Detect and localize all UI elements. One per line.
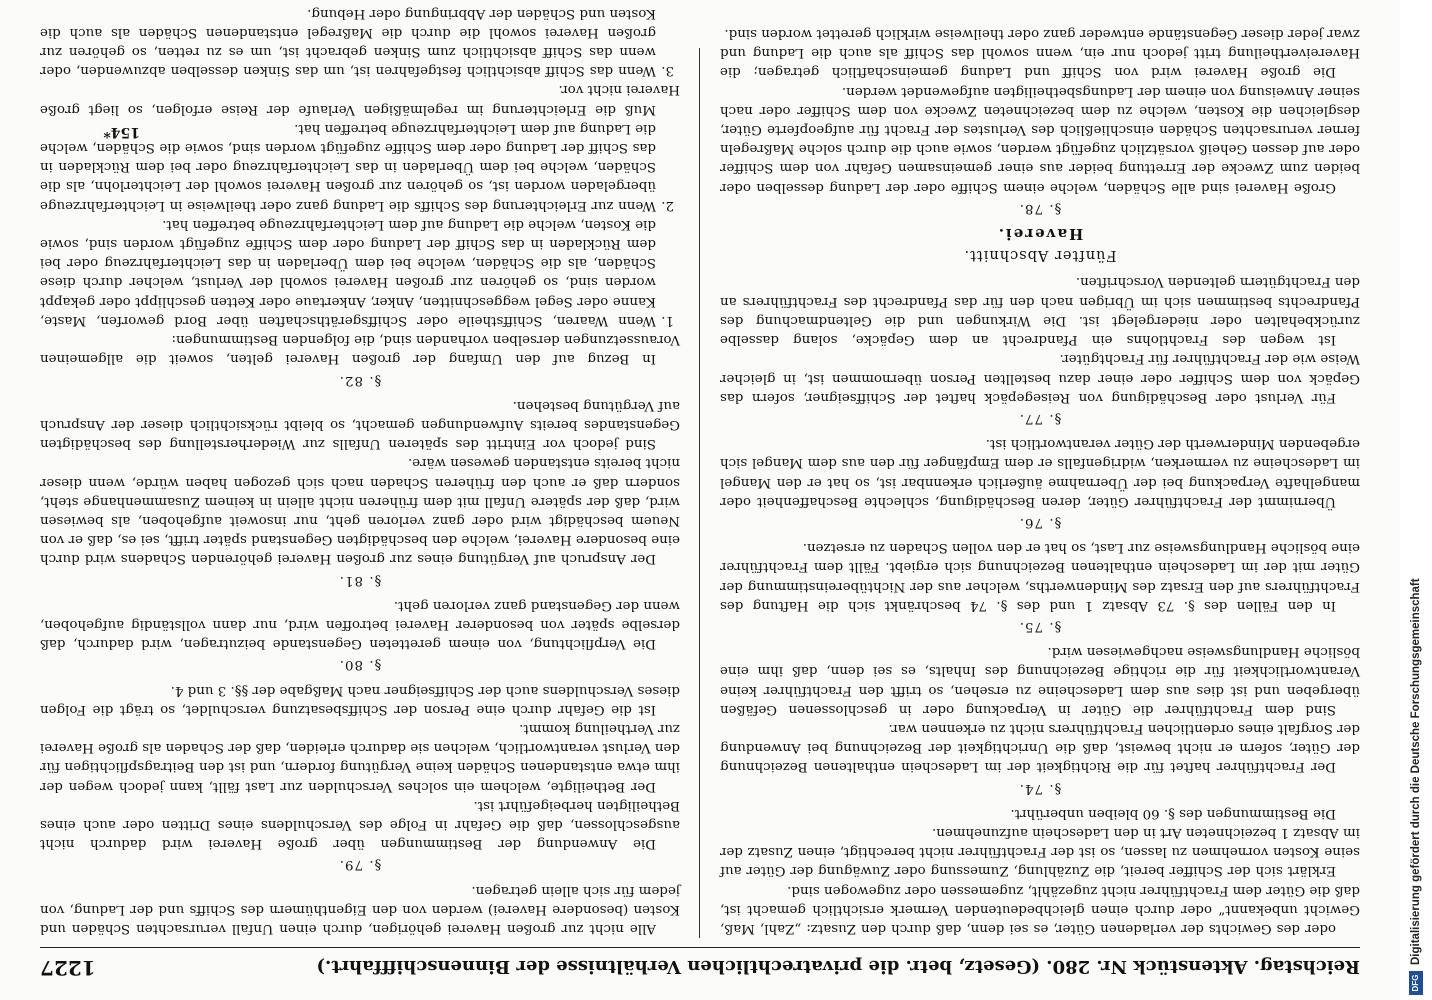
paragraph: Der Anspruch auf Vergütung eines zur großen Haverei gehörenden Schadens wird durch eine besondere Haverei, welche den beschädigten Gegenstand später trifft, sei es, daß er von Neuem beschädigt wird oder ganz verloren geht, nur insoweit aufgehoben, als bewiesen wird, daß der spätere Unfall mit dem früheren nicht allein in keinem Zusammenhange steht, sondern daß er auch den früheren Schaden nach sich gezogen haben würde, wenn dieser nicht bereits entstanden gewesen wäre. <box>40 455 680 567</box>
item-text: Wenn das Schiff absichtlich festgefahren ist, um das Sinken desselben abzuwenden, oder wenn das Schiff absichtlich zum Sinken gebracht ist, um es zu retten, so gehören zur großen Haverei sowohl die durch die Maßregel entstandenen Schäden als auch die Kosten und Schäden der Abbringung oder Hebung. <box>40 5 656 79</box>
section-number: §. 76. <box>1018 514 1062 530</box>
paragraph: Die große Haverei wird von Schiff und Ladung gemeinschaftlich getragen; die Havereivertheilung tritt jedoch nur ein, wenn sowohl das Schiff als auch die Ladung und zwar jeder dieser Gegenstände entweder ganz oder theilweise wirklich gerettet worden sind. <box>720 26 1360 80</box>
paragraph: Große Haverei sind alle Schäden, welche einem Schiffe oder der Ladung desselben oder beiden zum Zwecke der Errettung beider aus einer gemeinsamen Gefahr von dem Schiffer oder auf dessen Geheiß vorsätzlich zugefügt werden, sowie auch die durch solche Maßregeln ferner verursachten Schäden einschließlich des Verlustes der Fracht für aufgeopferte Güter, desgleichen die Kosten, welche zu dem bezeichneten Zwecke von dem Schiffer oder nach seiner Anweisung von einem der Ladungsbetheiligten aufgewendet werden. <box>720 83 1360 195</box>
paragraph: Sind dem Frachtführer die Güter in Verpackung oder in geschlossenen Gefäßen übergeben und ist dies aus dem Ladescheine zu ersehen, so trifft den Frachtführer keine Verantwortlichkeit für die richtige Bezeichnung des Inhalts, es sei denn, daß ihm eine bösliche Handlungsweise nachgewiesen wird. <box>720 644 1360 717</box>
section-number: §. 75. <box>1018 618 1062 634</box>
paragraph: Für Verlust oder Beschädigung von Reisegepäck haftet der Schiffseigner, sofern das Gepäck von dem Schiffer oder einer dazu bestellten Person übernommen ist, in gleicher Weise wie der Frachtführer für Frachtgüter. <box>720 351 1360 405</box>
section-number: §. 78. <box>1018 200 1062 216</box>
item-number: 3. <box>661 63 674 79</box>
right-column <box>40 5 680 938</box>
head-rule <box>40 947 1360 948</box>
item-number: 2. <box>661 197 674 213</box>
chapter-heading: Fünfter Abschnitt. <box>963 247 1117 264</box>
paragraph: In Bezug auf den Umfang der großen Haverei gelten, soweit die allgemeinen Voraussetzungen derselben vorhanden sind, die folgenden Bestimmungen: <box>40 332 680 367</box>
section-number: §. 82. <box>338 372 382 388</box>
section-number: §. 80. <box>338 657 382 673</box>
sheet-signature: 154* <box>103 124 140 140</box>
running-head-title: Reichstag. Aktenstück Nr. 280. (Gesetz, betr. die privatrechtlichen Verhältnisse der Binnenschifffahrt.) <box>316 956 1360 977</box>
item-number: 1. <box>661 312 674 328</box>
paragraph: Sind jedoch vor Eintritt des späteren Unfalls zur Wiederherstellung des beschädigten Gegenstandes bereits Aufwendungen gemacht, so bleibt rücksichtlich dieser der Anspruch auf Vergütung bestehen. <box>40 397 680 452</box>
paragraph: Die Verpflichtung, von einem geretteten Gegenstande beizutragen, wird dadurch, daß derselbe später von besonderer Haverei betroffen wird, nur dann vollständig aufgehoben, wenn der Gegenstand ganz verloren geht. <box>40 597 680 652</box>
enumerated-item <box>40 215 680 330</box>
chapter-title: Haverei. <box>996 225 1084 244</box>
paragraph: Erklärt sich der Schiffer bereit, die Zuzählung, Zumessung oder Zuwägung der Güter auf seine Kosten vornehmen zu lassen, so ist der Frachtführer nicht berechtigt, einen Zusatz der im Absatz 1 bezeichneten Art in den Ladeschein aufzunehmen. <box>720 824 1360 879</box>
column-divider <box>699 48 700 938</box>
paragraph: Ist wegen des Frachtlohns ein Pfandrecht an dem Gepäcke, solang dasselbe zurückbehalten oder niedergelegt ist. Die Wirkungen und die Geltendmachung des Pfandrechts bestimmen sich im Übrigen nach den für das Pfandrecht des Frachtführers an den Frachtgütern geltenden Vorschriften. <box>720 274 1360 348</box>
section-number: §. 81. <box>338 572 382 588</box>
enumerated-item <box>40 3 680 80</box>
item-text: Wenn zur Erleichterung des Schiffs die Ladung ganz oder theilweise in Leichterfahrzeuge übergeladen worden ist, so gehören zur großen Haverei sowohl der Leichterlohn, als die Schäden, welche bei dem Überladen in das Leichterfahrzeug oder bei dem Rückladen in das Schiff der Ladung oder dem Schiffe zugefügt worden sind, sowie die Schäden, welche die Ladung auf dem Leichterfahrzeuge betreffen hat. <box>40 120 656 213</box>
digitization-credit <box>1406 0 1432 1000</box>
section-number: §. 77. <box>1018 410 1062 426</box>
paragraph: Muß die Erleichterung im regelmäßigen Verlaufe der Reise erfolgen, so liegt große Haverei nicht vor. <box>40 82 680 117</box>
item-text: Wenn Waaren, Schiffstheile oder Schiffsgeräthschaften über Bord geworfen, Maste, Kanne oder Segel weggeschnitten, Anker, Ankertaue oder Ketten geschlippt oder gekappt worden sind, so gehören zur großen Haverei sowohl der Verlust, welcher durch diese Schäden, als die Schäden, welche bei dem Überladen in das Leichterfahrzeug oder bei dem Rückladen in das Schiff der Ladung oder dem Schiffe zugefügt worden sind, sowie die Kosten, welche die Ladung auf dem Leichterfahrzeuge betreffen hat. <box>40 216 656 328</box>
paragraph: Alle nicht zur großen Haverei gehörigen, durch einen Unfall verursachten Schäden und Kosten (besondere Haverei) werden von den Eigenthümern des Schiffs und der Ladung, von jedem für sich allein getragen. <box>40 882 680 936</box>
paragraph: Der Betheiligte, welchem ein solches Verschulden zur Last fällt, kann jedoch wegen der ihm etwa entstandenen Schäden keine Vergütung fordern, und ist den Beitragspflichtigen für den Verlust verantwortlich, welchen sie dadurch erleiden, daß der Schaden als große Haverei zur Vertheilung kommt. <box>40 720 680 794</box>
paragraph: Übernimmt der Frachtführer Güter, deren Beschädigung, schlechte Beschaffenheit oder mangelhafte Verpackung bei der Übernahme äußerlich erkennbar ist, so hat er den Mangel im Ladescheine zu vermerken, widrigenfalls er dem Empfänger für den aus dem Mangel sich ergebenden Minderwerth der Güter verantwortlich ist. <box>720 436 1360 509</box>
credit-text: Digitalisierung gefördert durch die Deutsche Forschungsgemeinschaft <box>1410 578 1422 965</box>
left-column <box>720 26 1360 938</box>
credit-text-block <box>1406 15 1426 995</box>
paragraph: Ist die Gefahr durch eine Person der Schiffsbesatzung verschuldet, so trägt die Folgen dieses Verschuldens auch der Schiffseigner nach Maßgabe der §§. 3 und 4. <box>40 682 680 717</box>
paragraph: In den Fällen des §. 73 Absatz 1 und des §. 74 beschränkt sich die Haftung des Frachtführers auf den Ersatz des Mindenwerths, welcher aus der Nichtübereinstimmung der Güter mit der im Ladeschein enthaltenen Bezeichnung sich ergiebt. Fällt dem Frachtführer eine bösliche Handlungsweise zur Last, so hat er den vollen Schaden zu ersetzen. <box>720 540 1360 613</box>
running-head <box>40 954 1360 980</box>
dfg-logo-icon: DFG <box>1409 971 1423 995</box>
page-number: 1227 <box>40 956 96 980</box>
paragraph: oder des Gewichts der verladenen Güter, es sei denn, daß durch den Zusatz: „Zahl, Maß, Gewicht unbekannt“ oder durch einen gleichbedeutenden Vermerk ersichtlich gemacht ist, daß die Güter dem Frachtführer nicht zugezählt, zugemessen oder zugewogen sind. <box>720 882 1360 936</box>
paragraph: Der Frachtführer haftet für die Richtigkeit der im Ladeschein enthaltenen Bezeichnung der Güter, sofern er nicht beweist, daß die Unrichtigkeit der Bezeichnung bei Anwendung der Sorgfalt eines ordentlichen Frachtführers nicht zu erkennen war. <box>720 720 1360 775</box>
section-number: §. 79. <box>338 857 382 873</box>
paragraph: Die Bestimmungen des §. 60 bleiben unberührt. <box>1010 805 1336 821</box>
section-number: §. 74. <box>1018 780 1062 796</box>
paragraph: Die Anwendung der Bestimmungen über große Haverei wird dadurch nicht ausgeschlossen, daß die Gefahr in Folge des Verschuldens eines Dritten oder auch eines Betheiligten herbeigeführt ist. <box>40 797 680 852</box>
